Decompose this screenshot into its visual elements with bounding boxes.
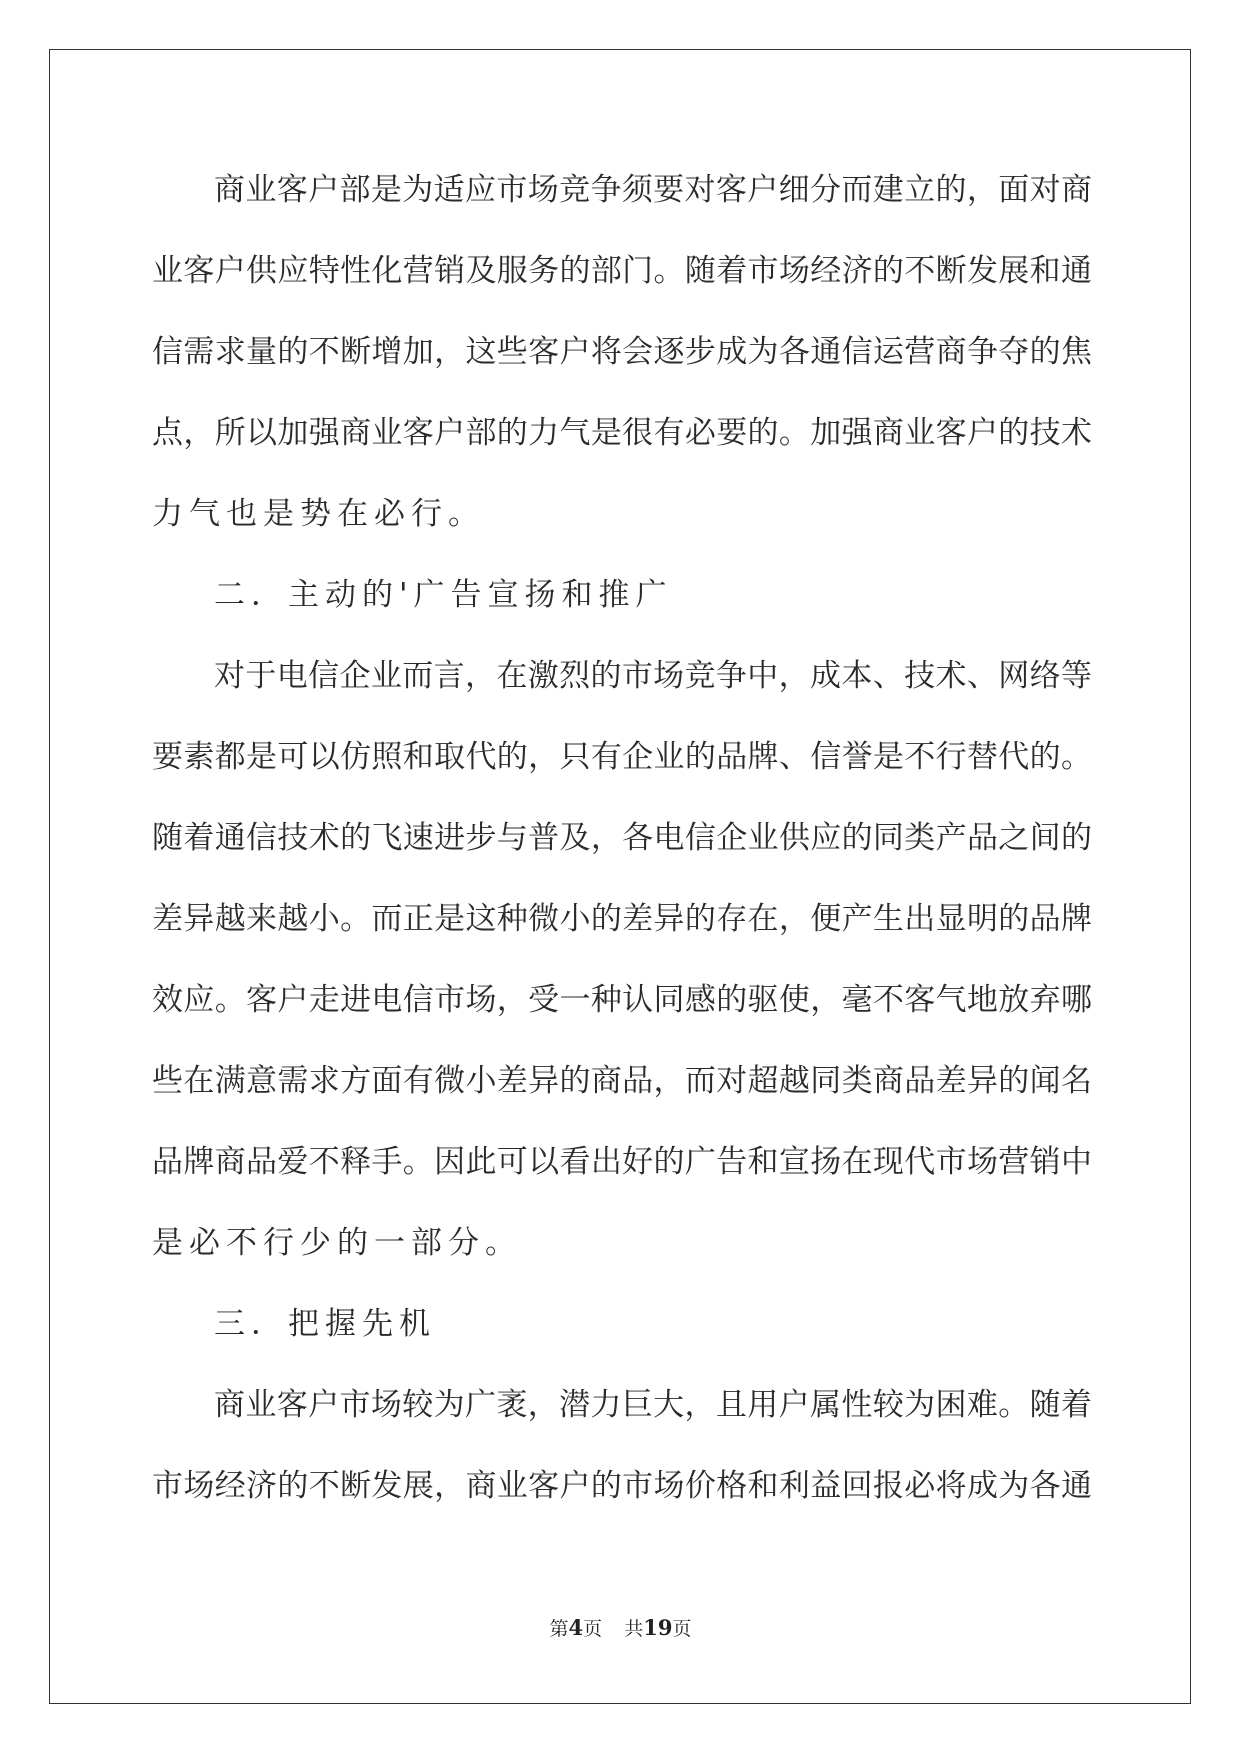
paragraph-line: 要素都是可以仿照和取代的，只有企业的品牌、信誉是不行替代的。	[152, 739, 1092, 775]
section-heading: 二．主动的'广告宣扬和推广	[214, 577, 673, 613]
paragraph-line: 差异越来越小。而正是这种微小的差异的存在，便产生出显明的品牌	[152, 901, 1092, 937]
page-footer	[0, 1614, 1241, 1641]
paragraph-line: 是必不行少的一部分。	[152, 1225, 522, 1261]
page-prefix: 第	[549, 1618, 569, 1640]
page-suffix: 页	[583, 1618, 603, 1640]
paragraph-line: 些在满意需求方面有微小差异的商品，而对超越同类商品差异的闻名	[152, 1063, 1092, 1099]
paragraph-line: 力气也是势在必行。	[152, 496, 485, 532]
page-number: 4	[568, 1615, 584, 1640]
paragraph-line: 商业客户部是为适应市场竞争须要对客户细分而建立的，面对商	[214, 172, 1092, 208]
paragraph-line: 效应。客户走进电信市场，受一种认同感的驱使，毫不客气地放弃哪	[152, 982, 1092, 1018]
paragraph-line: 业客户供应特性化营销及服务的部门。随着市场经济的不断发展和通	[152, 253, 1092, 289]
total-suffix: 页	[672, 1618, 692, 1640]
paragraph-line: 点，所以加强商业客户部的力气是很有必要的。加强商业客户的技术	[152, 415, 1092, 451]
section-heading: 三．把握先机	[214, 1306, 436, 1342]
paragraph-line: 信需求量的不断增加，这些客户将会逐步成为各通信运营商争夺的焦	[152, 334, 1092, 370]
total-prefix: 共	[624, 1618, 644, 1640]
paragraph-line: 市场经济的不断发展，商业客户的市场价格和利益回报必将成为各通	[152, 1468, 1092, 1504]
paragraph-line: 对于电信企业而言，在激烈的市场竞争中，成本、技术、网络等	[214, 658, 1092, 694]
total-pages: 19	[643, 1615, 673, 1640]
paragraph-line: 随着通信技术的飞速进步与普及，各电信企业供应的同类产品之间的	[152, 820, 1092, 856]
paragraph-line: 品牌商品爱不释手。因此可以看出好的广告和宣扬在现代市场营销中	[152, 1144, 1092, 1180]
paragraph-line: 商业客户市场较为广袤，潜力巨大，且用户属性较为困难。随着	[214, 1387, 1092, 1423]
document-body	[152, 158, 1092, 1535]
